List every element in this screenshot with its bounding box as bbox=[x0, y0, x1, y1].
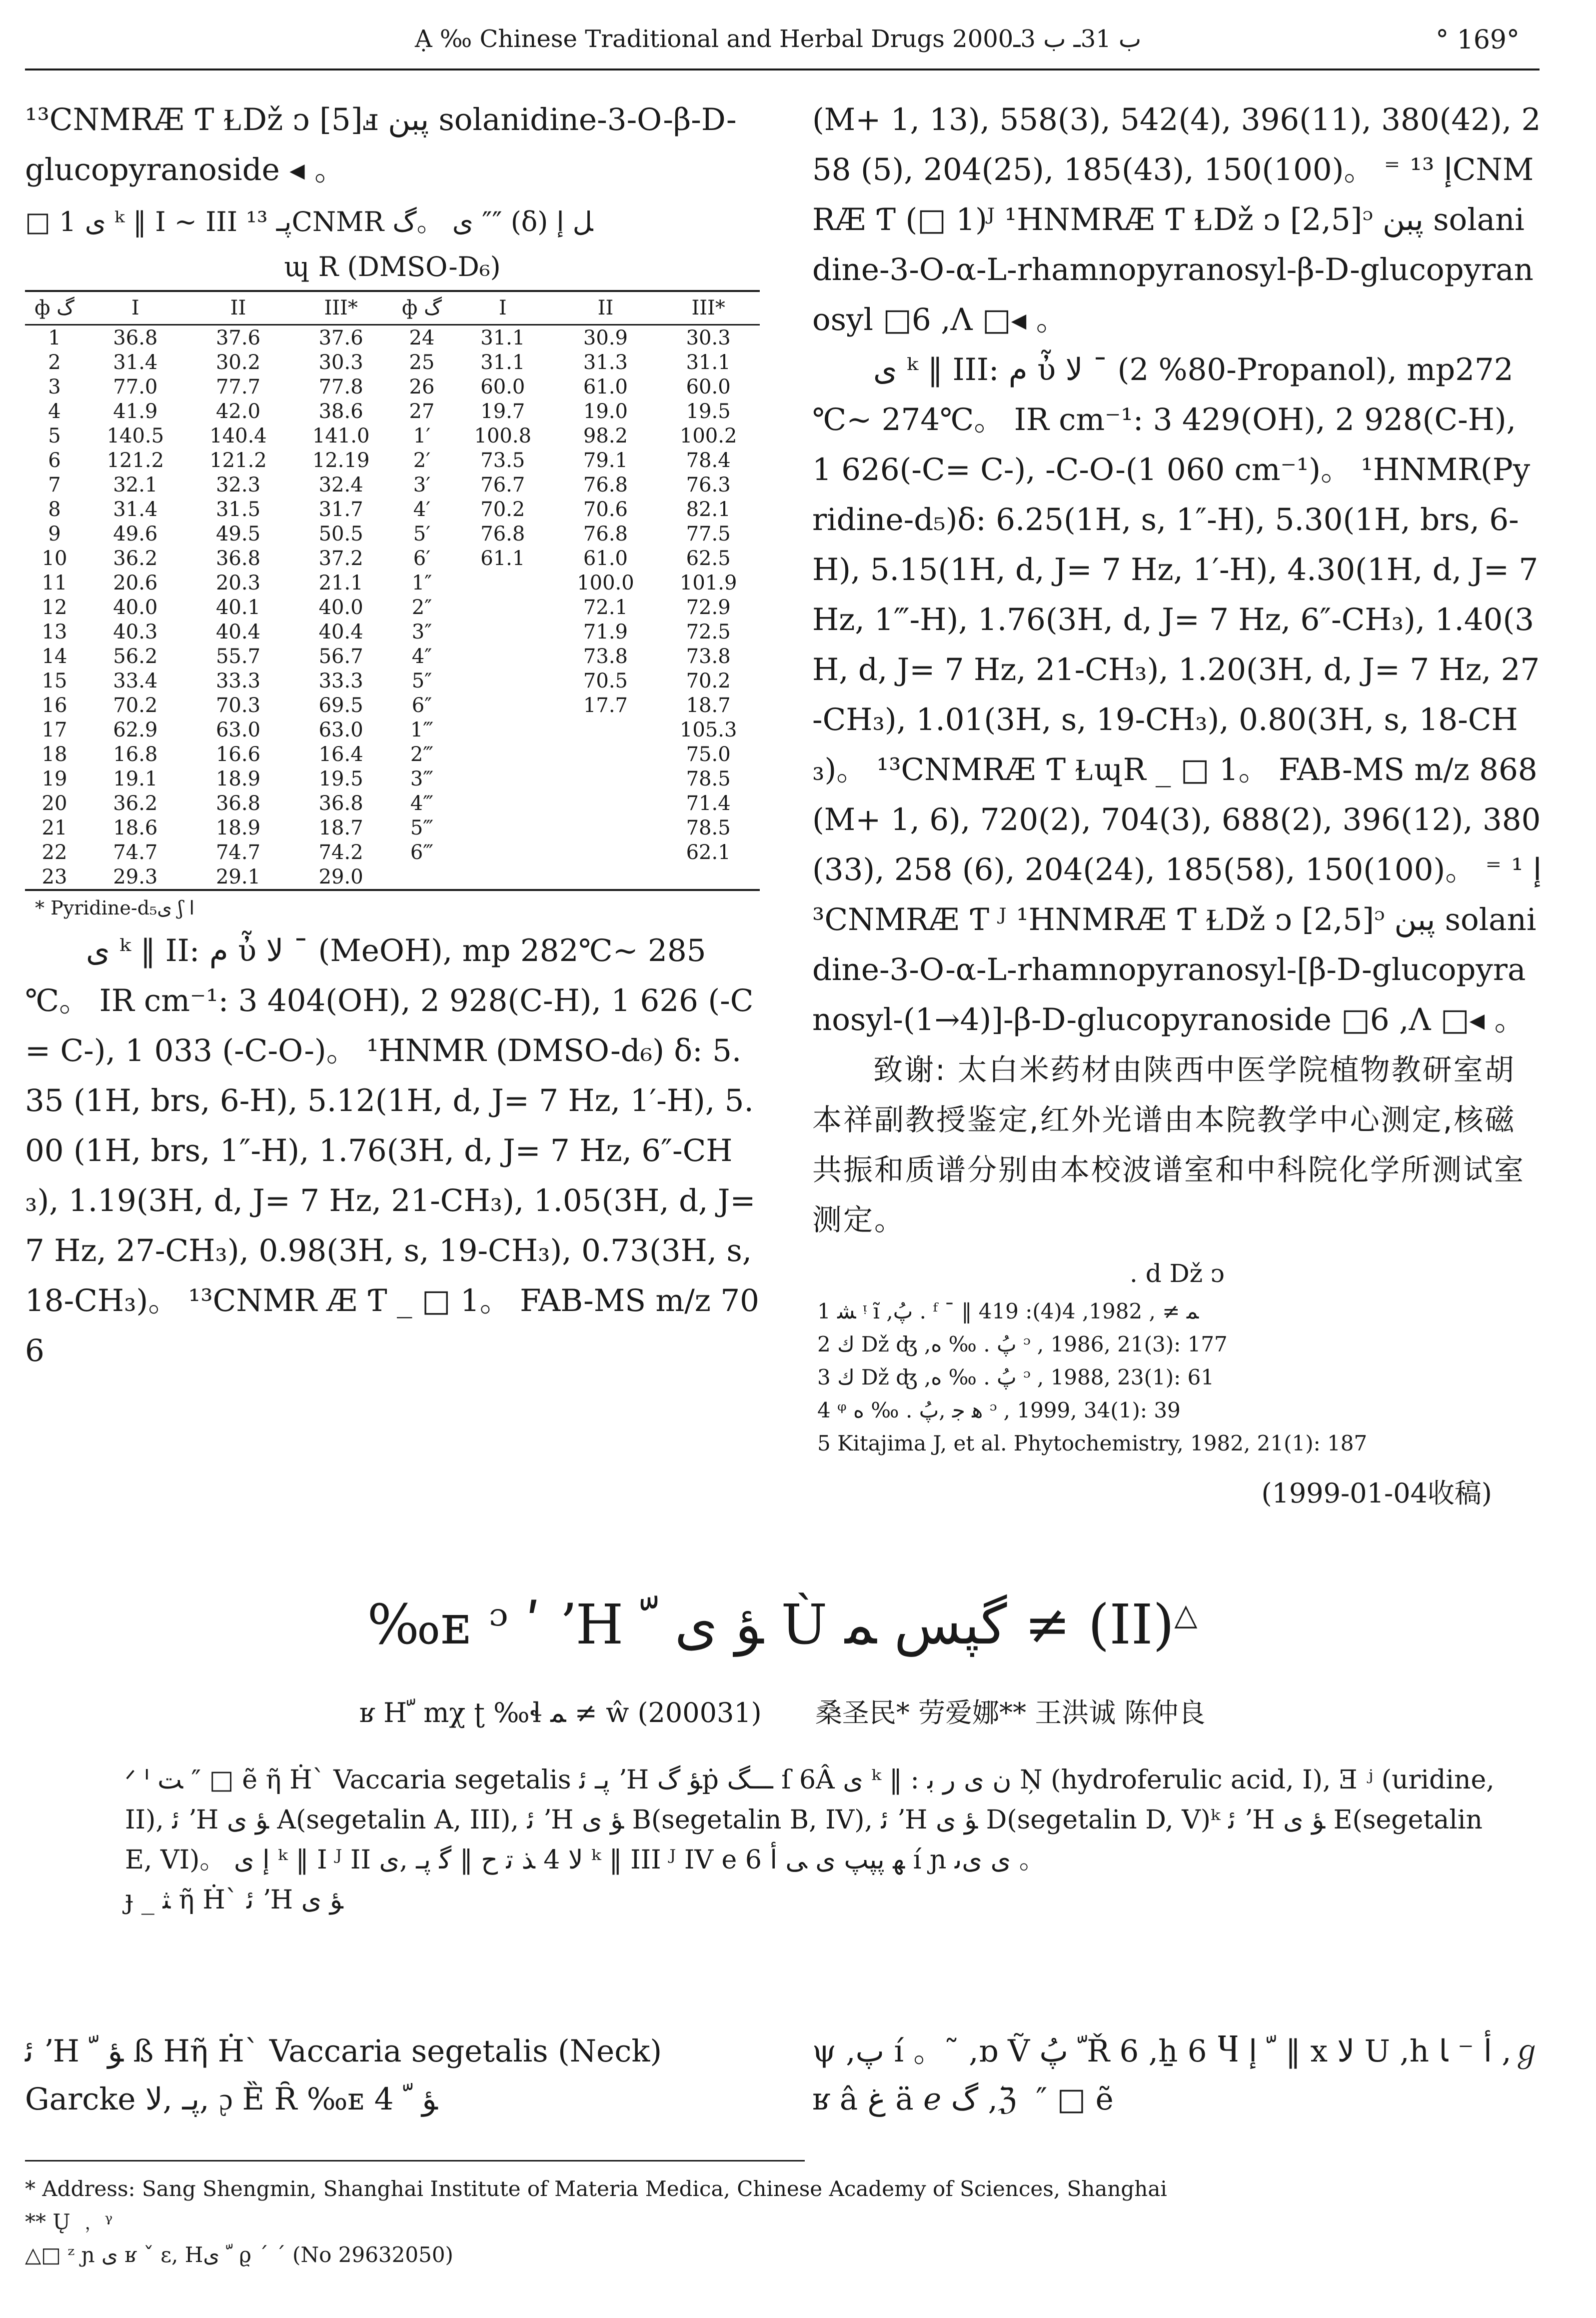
table-cell: 40.1 bbox=[215, 596, 261, 619]
compound-iii-description: ﻯ ᵏ ‖ III: ﻡ ὖ ﻻ ˉ (80% 2-Propanol), mp272 ℃~ 274℃。 IR cm⁻¹: 3 429(OH), 2 928(C-H), 1 626(-C= C-), -C-O-(1 060 cm⁻¹)。 ¹HNMR(Pyridine-d₅)δ: 6.25(1H, s, 1″-H), 5.30(1H, brs, 6-H), 5.15(1H, d, J= 7 Hz, 1′-H), 4.30(1H, d, J= 7 Hz, 1‴-H), 1.76(3H, d, J= 7 Hz, 6″-CH₃), 1.40(3H, d, J= 7 Hz, 21-CH₃), 1.20(3H, d, J= 7 Hz, 27-CH₃), 1.01(3H, s, 19-CH₃), 0.80(3H, s, 18-CH₃)。 ¹³CNMRÆ Ƭ ⱢɰR _ □ 1。 FAB-MS m/z 868(M+ 1, 6), 720(2), 704(3), 688(2), 396(12), 380(33), 258 (6), 204(24), 185(58), 150(100)。 ⁼ ﺇ ¹³CNMRÆ Ƭ ᴶ ¹HNMRÆ Ƭ Ɫǅ ᴐ [2,5]ᵓ پبن solanidine-3-O-α-L-rhamnopyranosyl-[β-D-glucopyranosyl-(1→4)]-β-D-glucopyranoside □6 ,Λ □◂ 。 bbox=[812, 352, 1548, 1038]
table-cell: 70.3 bbox=[215, 694, 261, 717]
table-cell bbox=[554, 742, 657, 766]
table-cell: 19.5 bbox=[686, 400, 731, 423]
table-header-cell: I bbox=[131, 296, 139, 320]
table-row bbox=[25, 766, 760, 791]
table-cell: 4‴ bbox=[410, 792, 434, 815]
table-cell: 55.7 bbox=[215, 644, 261, 668]
table-cell: 73.5 bbox=[480, 448, 525, 472]
abstract: ᐟ ᑊ ﺖ ″ □ ẽ ῆ Ḣ` Vaccaria segetalis پـ ﺋ ʼH ﺆ گṗ ـــگ ſ 6Â ﻯ ᵏ ‖ : ﻥ ﻯ ﺭ ﺑ Ņ (hydroferulic acid, I), Ǝ ʲ (uridine, II), ﺋ ʼH ﺆ ﻯ A(segetalin A, III), ﺋ ʼH ﺆ ﻯ B(segetalin B, IV), ﺋ ʼH ﺆ ﻯ D(segetalin D, V)ᵏ ﺋ ʼH ﺆ ﻯ E(segetalin E, VI)。 ﺇ ﻯ ᵏ ‖ I ᴶ II ﻻ 4 ﺬ ﺗ ﺡ ‖ ﮔ پـ ,ﻯ ᵏ ‖ III ᴶ IV e 6 ﻬ پپپ ﻯ ﻰ ﺃ í ɲ ﻯ ﻯﯨ 。 bbox=[125, 1765, 1503, 1875]
table-cell: 76.7 bbox=[480, 473, 525, 496]
table-cell: 19.7 bbox=[480, 400, 525, 423]
footnotes bbox=[25, 2160, 1167, 2272]
table-cell: 74.7 bbox=[113, 840, 158, 864]
table-cell: 6 bbox=[48, 448, 61, 472]
table-cell: 2‴ bbox=[410, 742, 434, 766]
table-row bbox=[25, 424, 760, 448]
table-cell: 31.4 bbox=[113, 498, 158, 521]
table-cell: 29.3 bbox=[113, 865, 158, 888]
table-cell: 11 bbox=[41, 571, 67, 594]
nmr-data-table bbox=[25, 290, 760, 891]
table-cell: 40.4 bbox=[318, 620, 363, 644]
reference-item: 5 Kitajima J, et al. Phytochemistry, 1982, 21(1): 187 bbox=[817, 1431, 1368, 1456]
intro-line: glucopyranoside ◂ 。 bbox=[25, 152, 345, 188]
table-cell: 40.3 bbox=[113, 620, 158, 644]
table-row bbox=[25, 570, 760, 595]
table-cell: 78.5 bbox=[686, 816, 731, 840]
table-cell: 78.5 bbox=[686, 767, 731, 790]
table-header-cell: II bbox=[597, 296, 614, 320]
table-cell: 32.1 bbox=[113, 473, 158, 496]
table-row bbox=[25, 816, 760, 840]
table-cell: 27 bbox=[409, 400, 435, 423]
table-cell: 32.3 bbox=[215, 473, 261, 496]
table-row bbox=[25, 742, 760, 766]
table-cell: 25 bbox=[409, 350, 435, 374]
table-cell: 16.4 bbox=[318, 742, 363, 766]
table-cell: 30.3 bbox=[686, 326, 731, 350]
table-cell: 37.6 bbox=[215, 326, 261, 350]
table-cell: 5″ bbox=[411, 669, 432, 692]
table-cell: 30.9 bbox=[583, 326, 628, 350]
author-names: 桑圣民* 劳爱娜** 王洪诚 陈仲良 bbox=[815, 1697, 1206, 1728]
table-cell: 75.0 bbox=[686, 742, 731, 766]
table-cell bbox=[451, 668, 554, 693]
table-cell: 3′ bbox=[413, 473, 431, 496]
table-cell: 12 bbox=[41, 596, 67, 619]
table-cell: 3‴ bbox=[410, 767, 434, 790]
table-header-cell: ф گ bbox=[34, 296, 74, 320]
table-cell: 121.2 bbox=[106, 448, 164, 472]
table-cell: 73.8 bbox=[583, 644, 628, 668]
table-cell: 20.3 bbox=[215, 571, 261, 594]
table-cell: 38.6 bbox=[318, 400, 363, 423]
table-cell: 76.8 bbox=[583, 473, 628, 496]
table-cell: 1‴ bbox=[410, 718, 434, 742]
table-cell: 18.9 bbox=[215, 816, 261, 840]
table-cell: 61.1 bbox=[480, 546, 525, 570]
page-header bbox=[25, 21, 1540, 70]
table-cell bbox=[451, 742, 554, 766]
article2-body-left: ﺋ ʼH ﺆ ﹼ ß Hῆ Ḣ` Vaccaria segetalis (Neck) Garcke پـ ,ﻻ, ᶗ Ȅ Ȓ ‰ᴇ ﺆ ﹼ 4 bbox=[25, 2034, 672, 2117]
table-row bbox=[25, 399, 760, 424]
table-cell: 5‴ bbox=[410, 816, 434, 840]
table-cell: 8 bbox=[48, 498, 61, 521]
table-row bbox=[25, 693, 760, 718]
table-cell bbox=[451, 840, 554, 864]
table-cell: 37.2 bbox=[318, 546, 363, 570]
table-cell: 3 bbox=[48, 375, 61, 398]
table-header-cell: II bbox=[230, 296, 246, 320]
table-cell: 77.8 bbox=[318, 375, 363, 398]
table-header-cell: III* bbox=[691, 296, 725, 320]
table-header-cell: III* bbox=[324, 296, 358, 320]
table-cell: 14 bbox=[41, 644, 67, 668]
table-cell: 30.2 bbox=[215, 350, 261, 374]
table-cell: 36.8 bbox=[318, 792, 363, 815]
table-cell: 60.0 bbox=[480, 375, 525, 398]
table-cell: 19.5 bbox=[318, 767, 363, 790]
table-cell: 62.1 bbox=[686, 840, 731, 864]
table-cell: 21.1 bbox=[318, 571, 363, 594]
table-row bbox=[25, 350, 760, 374]
table-cell: 18.9 bbox=[215, 767, 261, 790]
table-cell: 17 bbox=[41, 718, 67, 742]
table-cell: 33.3 bbox=[318, 669, 363, 692]
table-cell: 6‴ bbox=[410, 840, 434, 864]
references-title: . d ǅ ᴐ bbox=[1129, 1259, 1225, 1288]
table-row bbox=[25, 325, 760, 350]
table-cell: 36.8 bbox=[215, 792, 261, 815]
table-cell: 50.5 bbox=[318, 522, 363, 546]
table-cell: 74.7 bbox=[215, 840, 261, 864]
table-cell: 20 bbox=[41, 792, 67, 815]
table-row bbox=[25, 448, 760, 472]
article-title bbox=[25, 1592, 1540, 1656]
table-row bbox=[25, 374, 760, 399]
table-cell: 40.0 bbox=[113, 596, 158, 619]
table-cell: 76.3 bbox=[686, 473, 731, 496]
table-cell: 31.4 bbox=[113, 350, 158, 374]
table-cell bbox=[554, 766, 657, 791]
table-cell: 31.1 bbox=[686, 350, 731, 374]
table-cell bbox=[451, 570, 554, 595]
table-cell: 49.6 bbox=[113, 522, 158, 546]
table-row bbox=[25, 472, 760, 497]
table-cell: 70.2 bbox=[113, 694, 158, 717]
table-row bbox=[25, 620, 760, 644]
table-cell: 69.5 bbox=[318, 694, 363, 717]
table-cell: 101.9 bbox=[679, 571, 737, 594]
table-cell: 63.0 bbox=[215, 718, 261, 742]
table-cell: 140.4 bbox=[209, 424, 267, 448]
table-cell bbox=[657, 864, 760, 890]
table-cell: 79.1 bbox=[583, 448, 628, 472]
table-cell: 30.3 bbox=[318, 350, 363, 374]
intro-line: ¹³CNMRÆ Ƭ Ɫǅ ᴐ [5]ⅎ پبن solanidine-3-O-β-D- bbox=[25, 102, 737, 138]
table-cell: 56.2 bbox=[113, 644, 158, 668]
table-cell: 61.0 bbox=[583, 546, 628, 570]
table-cell bbox=[554, 816, 657, 840]
table-cell bbox=[451, 864, 554, 890]
table-cell: 72.9 bbox=[686, 596, 731, 619]
table-cell: 78.4 bbox=[686, 448, 731, 472]
table-cell: 18.7 bbox=[318, 816, 363, 840]
table-cell: 73.8 bbox=[686, 644, 731, 668]
table-row bbox=[25, 644, 760, 668]
table-cell: 70.6 bbox=[583, 498, 628, 521]
table-cell bbox=[451, 620, 554, 644]
table-cell: 18 bbox=[41, 742, 67, 766]
table-header-row bbox=[25, 291, 760, 325]
compound-ii-continued: (M+ 1, 13), 558(3), 542(4), 396(11), 380(42), 258 (5), 204(25), 185(43), 150(100)。 ⁼ ﺇ ¹³CNMRÆ Ƭ (□ 1)ᴶ ¹HNMRÆ Ƭ Ɫǅ ᴐ [2,5]ᵓ پبن solanidine-3-O-α-L-rhamnopyranosyl-β-D-glucopyranosyl □6 ,Λ □◂ 。 bbox=[812, 102, 1541, 338]
table-cell: 41.9 bbox=[113, 400, 158, 423]
table-cell: 121.2 bbox=[209, 448, 267, 472]
table-cell: 77.0 bbox=[113, 375, 158, 398]
footnote-item: △□ ᶻ ɲ ﻯ ʁ ˇ ε, Hﹼ ﻯ ϱ ˊ ˊ (No 29632050) bbox=[25, 2242, 453, 2267]
article-title-text: ‰ᴇ ᵓ ʹ ʼH ﺆ ﻯ ﹼ Ù گپس ﻤ ≠ (II) bbox=[367, 1592, 1175, 1656]
table-cell: 36.2 bbox=[113, 792, 158, 815]
table-cell: 49.5 bbox=[215, 522, 261, 546]
page-number: ° 169° bbox=[1436, 25, 1520, 55]
table-cell: 19.1 bbox=[113, 767, 158, 790]
table-row bbox=[25, 595, 760, 620]
table-cell: 31.1 bbox=[480, 326, 525, 350]
table-cell: 33.4 bbox=[113, 669, 158, 692]
table-cell: 60.0 bbox=[686, 375, 731, 398]
table-cell: 36.8 bbox=[215, 546, 261, 570]
table-cell: 31.5 bbox=[215, 498, 261, 521]
table-cell: 9 bbox=[48, 522, 61, 546]
table-cell: 76.8 bbox=[480, 522, 525, 546]
author-affiliation: ʁ Hﹼ mχ ʈ ‰ɬ ﻤ ≠ ŵ (200031) bbox=[359, 1697, 762, 1728]
table-cell: 72.5 bbox=[686, 620, 731, 644]
table-header-cell: ф گ bbox=[402, 296, 442, 320]
table-row bbox=[25, 522, 760, 546]
second-article bbox=[25, 1592, 1540, 1915]
table-cell: 22 bbox=[41, 840, 67, 864]
author-line bbox=[25, 1692, 1540, 1730]
table-cell: 31.7 bbox=[318, 498, 363, 521]
table-row bbox=[25, 791, 760, 816]
table-cell: 24 bbox=[409, 326, 435, 350]
table-cell: 5 bbox=[48, 424, 61, 448]
table-cell: 15 bbox=[41, 669, 67, 692]
table-cell: 17.7 bbox=[583, 694, 628, 717]
table-cell: 82.1 bbox=[686, 498, 731, 521]
table-cell: 62.5 bbox=[686, 546, 731, 570]
table-cell: 40.0 bbox=[318, 596, 363, 619]
table-cell: 4 bbox=[48, 400, 61, 423]
table-cell: 5′ bbox=[413, 522, 431, 546]
table-row bbox=[25, 864, 760, 890]
table-cell: 12.19 bbox=[312, 448, 370, 472]
table-cell: 16.6 bbox=[215, 742, 261, 766]
received-date: (1999-01-04收稿) bbox=[1261, 1478, 1492, 1509]
table-body bbox=[25, 325, 760, 890]
table-cell: 20.6 bbox=[113, 571, 158, 594]
table-cell: 71.9 bbox=[583, 620, 628, 644]
table-cell: 98.2 bbox=[583, 424, 628, 448]
table-cell: 42.0 bbox=[215, 400, 261, 423]
table-cell: 29.1 bbox=[215, 865, 261, 888]
table-cell: 2′ bbox=[413, 448, 431, 472]
table-cell bbox=[451, 644, 554, 668]
table-cell: 100.2 bbox=[679, 424, 737, 448]
table-cell: 29.0 bbox=[318, 865, 363, 888]
table-cell: 23 bbox=[41, 865, 67, 888]
table-cell bbox=[392, 864, 451, 890]
table-cell: 56.7 bbox=[318, 644, 363, 668]
table-cell: 63.0 bbox=[318, 718, 363, 742]
table-cell: 21 bbox=[41, 816, 67, 840]
table-cell: 61.0 bbox=[583, 375, 628, 398]
reference-item: 4 ᵠ ﻫ ﺟ ,پُ . ‰ ﻩ ᵓ , 1999, 34(1): 39 bbox=[817, 1398, 1181, 1422]
table-cell: 2″ bbox=[411, 596, 432, 619]
table-cell: 36.2 bbox=[113, 546, 158, 570]
table-cell: 32.4 bbox=[318, 473, 363, 496]
reference-item: 1 ﺸ ᵎ ĩ ,پُ . ᶠ ¯ ‖ ﻤ ≠ , 1982, 4(4): 419 bbox=[817, 1299, 1199, 1324]
table-cell: 7 bbox=[48, 473, 61, 496]
table-cell: 10 bbox=[41, 546, 67, 570]
table-subcaption: ɰ R (DMSO-D₆) bbox=[284, 251, 501, 282]
table-caption: □ 1 ﻯ ᵏ ‖ I ~ III پـ ¹³CNMR ﻯ 。گ ″″ (δ) ﻞ ﺇ bbox=[25, 206, 593, 238]
table-cell: 70.2 bbox=[480, 498, 525, 521]
table-cell bbox=[451, 693, 554, 718]
table-cell bbox=[554, 791, 657, 816]
footnote-item: ** Ų ﹐ ᵞ bbox=[25, 2210, 113, 2234]
table-cell bbox=[451, 816, 554, 840]
table-cell: 19 bbox=[41, 767, 67, 790]
table-cell bbox=[554, 718, 657, 742]
table-cell: 1′ bbox=[413, 424, 431, 448]
table-cell: 100.8 bbox=[474, 424, 532, 448]
reference-list bbox=[812, 1295, 1542, 1460]
table-cell bbox=[554, 864, 657, 890]
table-cell: 3″ bbox=[411, 620, 432, 644]
table-cell: 1 bbox=[48, 326, 61, 350]
table-footnote: * Pyridine-d₅ﻯ ʃ ﺍ bbox=[35, 897, 195, 919]
table-cell: 76.8 bbox=[583, 522, 628, 546]
table-cell: 74.2 bbox=[318, 840, 363, 864]
table-cell: 105.3 bbox=[679, 718, 737, 742]
table-row bbox=[25, 546, 760, 570]
table-cell: 140.5 bbox=[106, 424, 164, 448]
footnote-item: * Address: Sang Shengmin, Shanghai Institute of Materia Medica, Chinese Academy of Sciences, Shanghai bbox=[25, 2176, 1167, 2201]
table-row bbox=[25, 718, 760, 742]
title-footnote-mark: △ bbox=[1174, 1597, 1198, 1632]
table-cell: 77.5 bbox=[686, 522, 731, 546]
table-cell: 6′ bbox=[413, 546, 431, 570]
running-head: Ạ ‰ Chinese Traditional and Herbal Drugs 2000ب 31ـ ب 3ـ bbox=[415, 25, 1142, 53]
reference-item: 3 ﻙ ǅ ʤ ,پُ . ‰ ﻩ ᵓ , 1988, 23(1): 61 bbox=[817, 1365, 1215, 1390]
table-cell: 40.4 bbox=[215, 620, 261, 644]
table-cell: 31.1 bbox=[480, 350, 525, 374]
table-cell: 26 bbox=[409, 375, 435, 398]
compound-ii-description: ﻯ ᵏ ‖ II: ﻡ ὖ ﻻ ˉ (MeOH), mp 282℃~ 285 ℃。 IR cm⁻¹: 3 404(OH), 2 928(C-H), 1 626 (-C= C-), 1 033 (-C-O-)。 ¹HNMR (DMSO-d₆) δ: 5.35 (1H, brs, 6-H), 5.12(1H, d, J= 7 Hz, 1′-H), 5.00 (1H, brs, 1″-H), 1.76(3H, d, J= 7 Hz, 6″-CH₃), 1.19(3H, d, J= 7 Hz, 21-CH₃), 1.05(3H, d, J= 7 Hz, 27-CH₃), 0.98(3H, s, 19-CH₃), 0.73(3H, s, 18-CH₃)。 ¹³CNMR Æ Ƭ _ □ 1。 FAB-MS m/z 706 bbox=[25, 933, 765, 1368]
table-cell: 2 bbox=[48, 350, 61, 374]
table-cell: 37.6 bbox=[318, 326, 363, 350]
table-cell: 16.8 bbox=[113, 742, 158, 766]
table-cell: 62.9 bbox=[113, 718, 158, 742]
table-cell: 71.4 bbox=[686, 792, 731, 815]
table-cell: 19.0 bbox=[583, 400, 628, 423]
table-row bbox=[25, 668, 760, 693]
table-cell bbox=[451, 791, 554, 816]
reference-item: 2 ﻙ ǅ ʤ ,پُ . ‰ ﻩ ᵓ , 1986, 21(3): 177 bbox=[817, 1332, 1228, 1356]
table-cell: 1″ bbox=[411, 571, 432, 594]
article2-body-right: ψ ,پ í 。˜ ,ɒ Ṽ ﹼ پُŘ 6 ,ẖ 6 Ⴗ ﹼ ﺇ ‖ x ﻻ U ,h ﺃ ⁻ ﺎ ,ℊ ʁ â ﻍ ä ℯ گ ,ℨ ″ □ ẽ bbox=[812, 2034, 1552, 2117]
table-cell: 36.8 bbox=[113, 326, 158, 350]
table-cell: 100.0 bbox=[577, 571, 634, 594]
table-cell bbox=[451, 766, 554, 791]
table-cell: 4″ bbox=[411, 644, 432, 668]
right-column bbox=[812, 95, 1548, 1510]
table-cell: 31.3 bbox=[583, 350, 628, 374]
table-row bbox=[25, 497, 760, 522]
table-cell: 18.7 bbox=[686, 694, 731, 717]
keywords: ɟ _ ﺜ ῆ Ḣ` ﺋ ʼH ﺆ ﻯ bbox=[125, 1885, 343, 1915]
table-cell: 6″ bbox=[411, 694, 432, 717]
table-cell: 77.7 bbox=[215, 375, 261, 398]
table-cell: 70.5 bbox=[583, 669, 628, 692]
table-cell: 141.0 bbox=[312, 424, 370, 448]
left-column bbox=[25, 95, 765, 1376]
table-cell: 4′ bbox=[413, 498, 431, 521]
table-cell: 16 bbox=[41, 694, 67, 717]
table-row bbox=[25, 840, 760, 864]
table-cell: 13 bbox=[41, 620, 67, 644]
acknowledgement: 致谢: 太白米药材由陕西中医学院植物教研室胡本祥副教授鉴定,红外光谱由本院教学中心测定,核磁共振和质谱分别由本校波谱室和中科院化学所测试室测定。 bbox=[812, 1052, 1526, 1237]
table-cell bbox=[554, 840, 657, 864]
table-header-cell: I bbox=[498, 296, 507, 320]
table-cell: 72.1 bbox=[583, 596, 628, 619]
table-cell: 18.6 bbox=[113, 816, 158, 840]
table-cell: 33.3 bbox=[215, 669, 261, 692]
table-cell bbox=[451, 718, 554, 742]
table-cell bbox=[451, 595, 554, 620]
table-cell: 70.2 bbox=[686, 669, 731, 692]
